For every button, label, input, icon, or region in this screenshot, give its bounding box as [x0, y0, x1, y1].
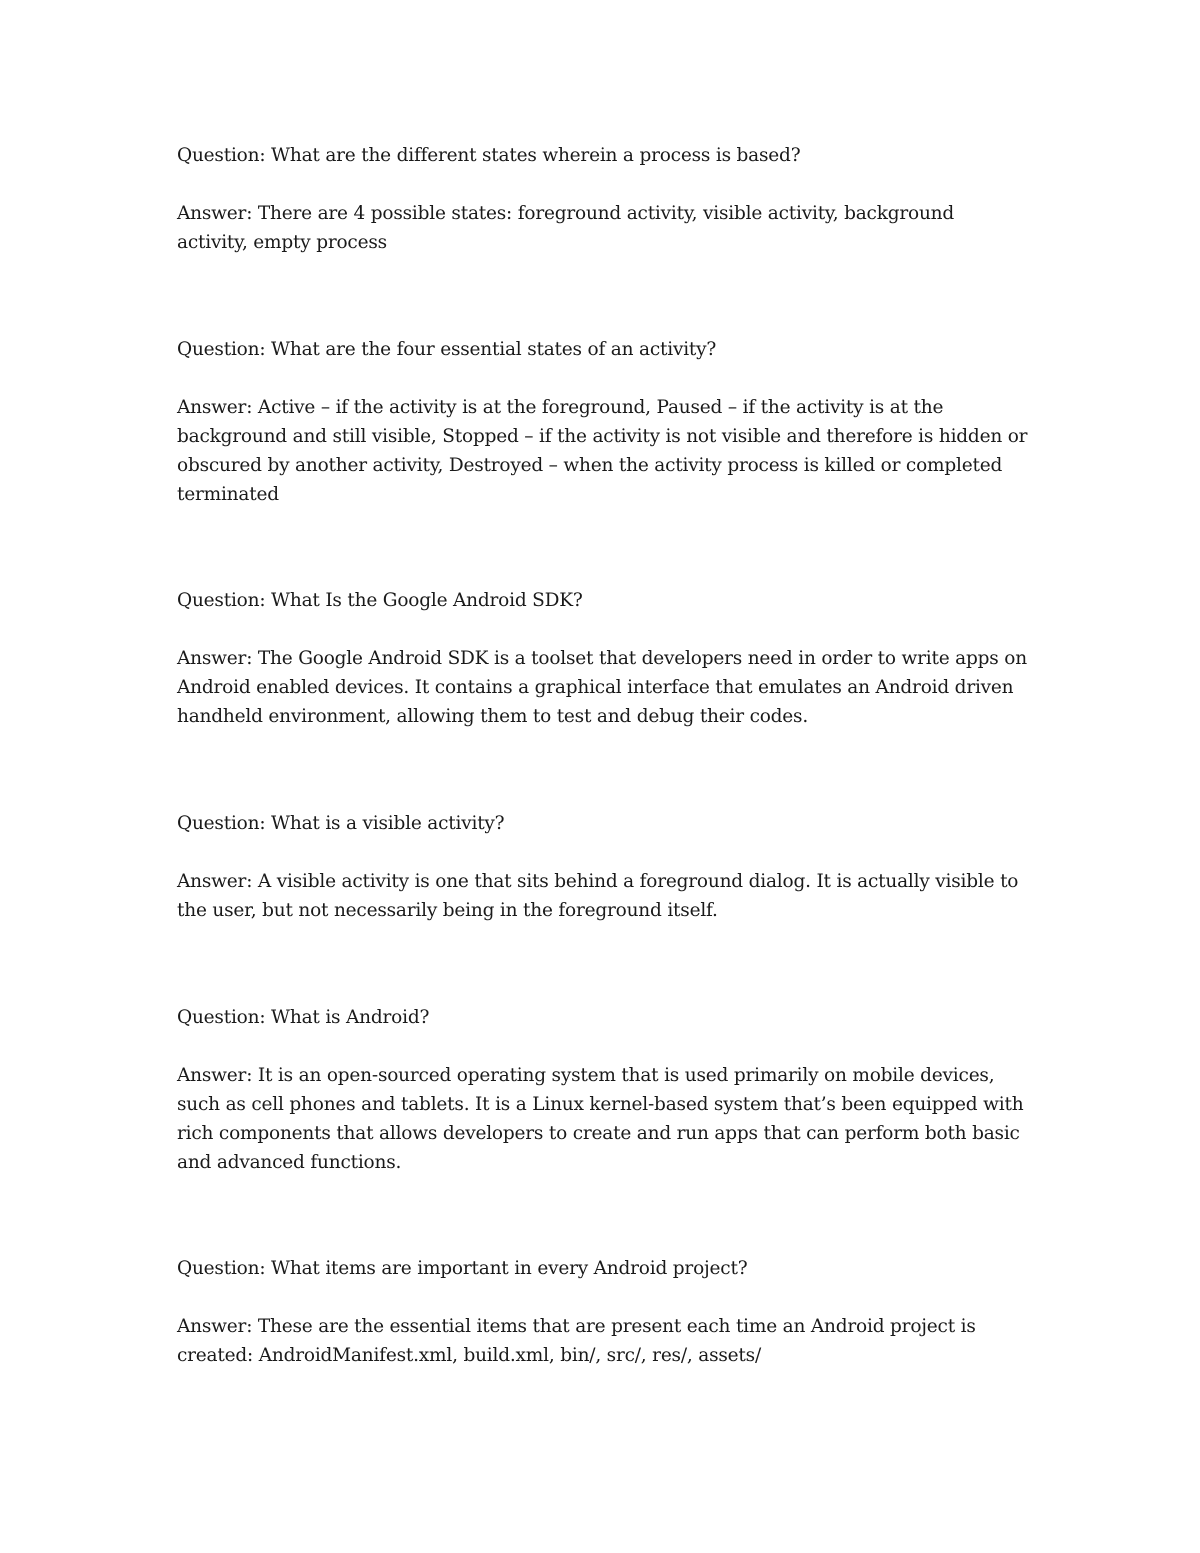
answer-3 [177, 644, 1037, 731]
answer-line: created: AndroidManifest.xml, build.xml, bin/, src/, res/, assets/ [177, 1345, 761, 1366]
answer-6 [177, 1312, 1037, 1370]
answer-line: terminated [177, 484, 279, 505]
answer-line: obscured by another activity, Destroyed – when the activity process is killed or completed [177, 455, 1003, 476]
question-text: Question: What is a visible activity? [177, 813, 505, 834]
answer-line: Android enabled devices. It contains a graphical interface that emulates an Android driven [177, 677, 1014, 698]
answer-line: handheld environment, allowing them to test and debug their codes. [177, 706, 809, 727]
answer-line: the user, but not necessarily being in the foreground itself. [177, 900, 718, 921]
answer-5 [177, 1061, 1037, 1177]
answer-1 [177, 199, 1037, 257]
question-3 [177, 586, 1037, 615]
answer-line: Answer: Active – if the activity is at the foreground, Paused – if the activity is at the [177, 397, 944, 418]
question-text: Question: What Is the Google Android SDK? [177, 590, 583, 611]
answer-line: Answer: These are the essential items that are present each time an Android project is [177, 1316, 976, 1337]
answer-line: activity, empty process [177, 232, 387, 253]
question-text: Question: What are the different states wherein a process is based? [177, 145, 801, 166]
answer-line: rich components that allows developers to create and run apps that can perform both basic [177, 1123, 1020, 1144]
question-1 [177, 141, 1037, 170]
answer-line: Answer: The Google Android SDK is a toolset that developers need in order to write apps on [177, 648, 1027, 669]
question-2 [177, 335, 1037, 364]
answer-4 [177, 867, 1037, 925]
answer-line: such as cell phones and tablets. It is a Linux kernel-based system that’s been equipped with [177, 1094, 1024, 1115]
answer-line: Answer: There are 4 possible states: foreground activity, visible activity, background [177, 203, 955, 224]
answer-line: Answer: A visible activity is one that sits behind a foreground dialog. It is actually visible to [177, 871, 1019, 892]
question-text: Question: What is Android? [177, 1007, 430, 1028]
question-5 [177, 1003, 1037, 1032]
answer-2 [177, 393, 1037, 509]
question-6 [177, 1254, 1037, 1283]
question-text: Question: What items are important in every Android project? [177, 1258, 748, 1279]
answer-line: background and still visible, Stopped – if the activity is not visible and therefore is hidden or [177, 426, 1028, 447]
question-4 [177, 809, 1037, 838]
question-text: Question: What are the four essential states of an activity? [177, 339, 717, 360]
answer-line: Answer: It is an open-sourced operating system that is used primarily on mobile devices, [177, 1065, 995, 1086]
answer-line: and advanced functions. [177, 1152, 402, 1173]
